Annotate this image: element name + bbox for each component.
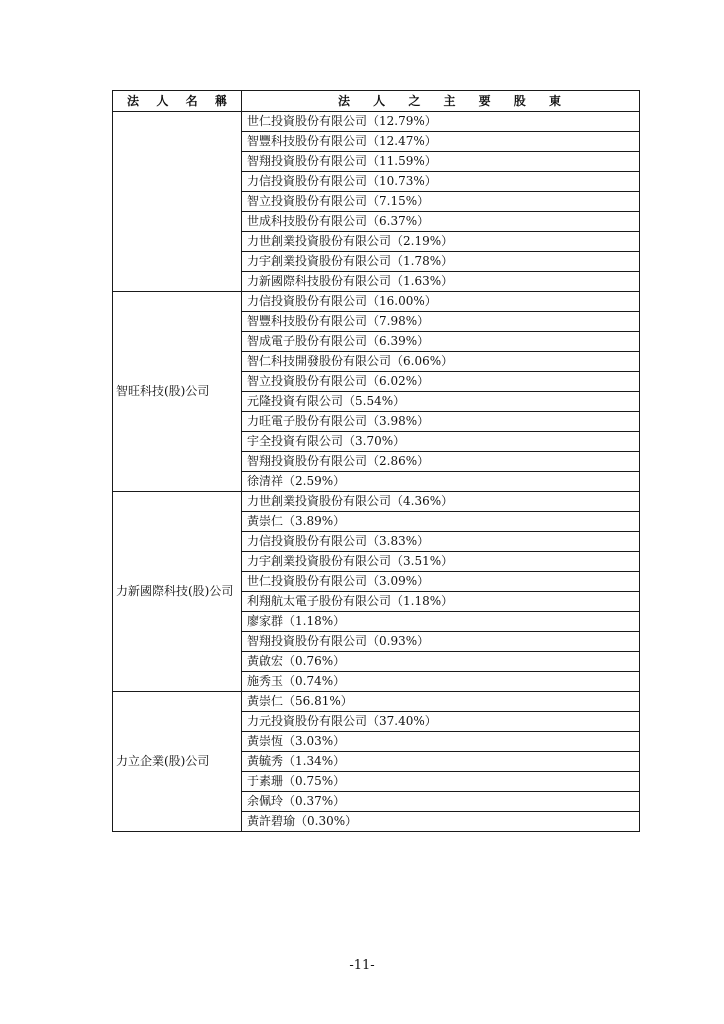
shareholder-cell: 廖家群（1.18%）	[242, 612, 640, 632]
shareholder-cell: 智立投資股份有限公司（6.02%）	[242, 372, 640, 392]
shareholder-cell: 力信投資股份有限公司（16.00%）	[242, 292, 640, 312]
shareholder-cell: 徐清祥（2.59%）	[242, 472, 640, 492]
shareholder-cell: 力元投資股份有限公司（37.40%）	[242, 712, 640, 732]
shareholder-cell: 智翔投資股份有限公司（0.93%）	[242, 632, 640, 652]
shareholder-cell: 施秀玉（0.74%）	[242, 672, 640, 692]
shareholder-cell: 黃崇仁（3.89%）	[242, 512, 640, 532]
shareholder-cell: 智豐科技股份有限公司（7.98%）	[242, 312, 640, 332]
entity-name-cell	[113, 112, 242, 292]
shareholder-cell: 黃許碧瑜（0.30%）	[242, 812, 640, 832]
header-char: 稱	[214, 93, 227, 108]
header-char: 之	[408, 93, 421, 108]
table-header-row	[113, 91, 640, 112]
table-body	[113, 112, 640, 832]
page-number: -11-	[349, 958, 375, 973]
header-char: 人	[373, 93, 386, 108]
shareholder-cell: 智翔投資股份有限公司（2.86%）	[242, 452, 640, 472]
header-char: 名	[185, 93, 198, 108]
shareholder-cell: 力宇創業投資股份有限公司（1.78%）	[242, 252, 640, 272]
shareholder-cell: 世成科技股份有限公司（6.37%）	[242, 212, 640, 232]
shareholder-cell: 于素珊（0.75%）	[242, 772, 640, 792]
shareholder-cell: 力旺電子股份有限公司（3.98%）	[242, 412, 640, 432]
header-char: 股	[513, 93, 526, 108]
shareholder-cell: 智翔投資股份有限公司（11.59%）	[242, 152, 640, 172]
shareholder-cell: 力世創業投資股份有限公司（2.19%）	[242, 232, 640, 252]
shareholder-cell: 世仁投資股份有限公司（12.79%）	[242, 112, 640, 132]
shareholder-cell: 智立投資股份有限公司（7.15%）	[242, 192, 640, 212]
shareholder-cell: 力信投資股份有限公司（3.83%）	[242, 532, 640, 552]
header-char: 人	[156, 93, 169, 108]
shareholder-cell: 宇全投資有限公司（3.70%）	[242, 432, 640, 452]
entity-name-cell: 力新國際科技(股)公司	[113, 492, 242, 692]
shareholder-cell: 力新國際科技股份有限公司（1.63%）	[242, 272, 640, 292]
shareholder-cell: 力世創業投資股份有限公司（4.36%）	[242, 492, 640, 512]
shareholder-cell: 元隆投資有限公司（5.54%）	[242, 392, 640, 412]
shareholder-table	[112, 90, 640, 832]
entity-name-cell: 智旺科技(股)公司	[113, 292, 242, 492]
header-char: 要	[478, 93, 491, 108]
shareholder-cell: 智豐科技股份有限公司（12.47%）	[242, 132, 640, 152]
entity-name-cell: 力立企業(股)公司	[113, 692, 242, 832]
header-char: 法	[338, 93, 351, 108]
shareholder-cell: 黃啟宏（0.76%）	[242, 652, 640, 672]
header-major-shareholders	[242, 91, 640, 112]
shareholder-cell: 智成電子股份有限公司（6.39%）	[242, 332, 640, 352]
shareholder-cell: 黃毓秀（1.34%）	[242, 752, 640, 772]
shareholder-cell: 黃崇仁（56.81%）	[242, 692, 640, 712]
shareholder-cell: 力信投資股份有限公司（10.73%）	[242, 172, 640, 192]
header-char: 主	[443, 93, 456, 108]
table-row	[113, 692, 640, 712]
header-char: 東	[548, 93, 561, 108]
shareholder-cell: 余佩玲（0.37%）	[242, 792, 640, 812]
shareholder-cell: 智仁科技開發股份有限公司（6.06%）	[242, 352, 640, 372]
shareholder-table-container	[112, 90, 640, 832]
table-row	[113, 112, 640, 132]
table-row	[113, 292, 640, 312]
header-entity-name	[113, 91, 242, 112]
shareholder-cell: 力宇創業投資股份有限公司（3.51%）	[242, 552, 640, 572]
shareholder-cell: 利翔航太電子股份有限公司（1.18%）	[242, 592, 640, 612]
shareholder-cell: 黃崇恆（3.03%）	[242, 732, 640, 752]
header-char: 法	[127, 93, 140, 108]
shareholder-cell: 世仁投資股份有限公司（3.09%）	[242, 572, 640, 592]
table-row	[113, 492, 640, 512]
